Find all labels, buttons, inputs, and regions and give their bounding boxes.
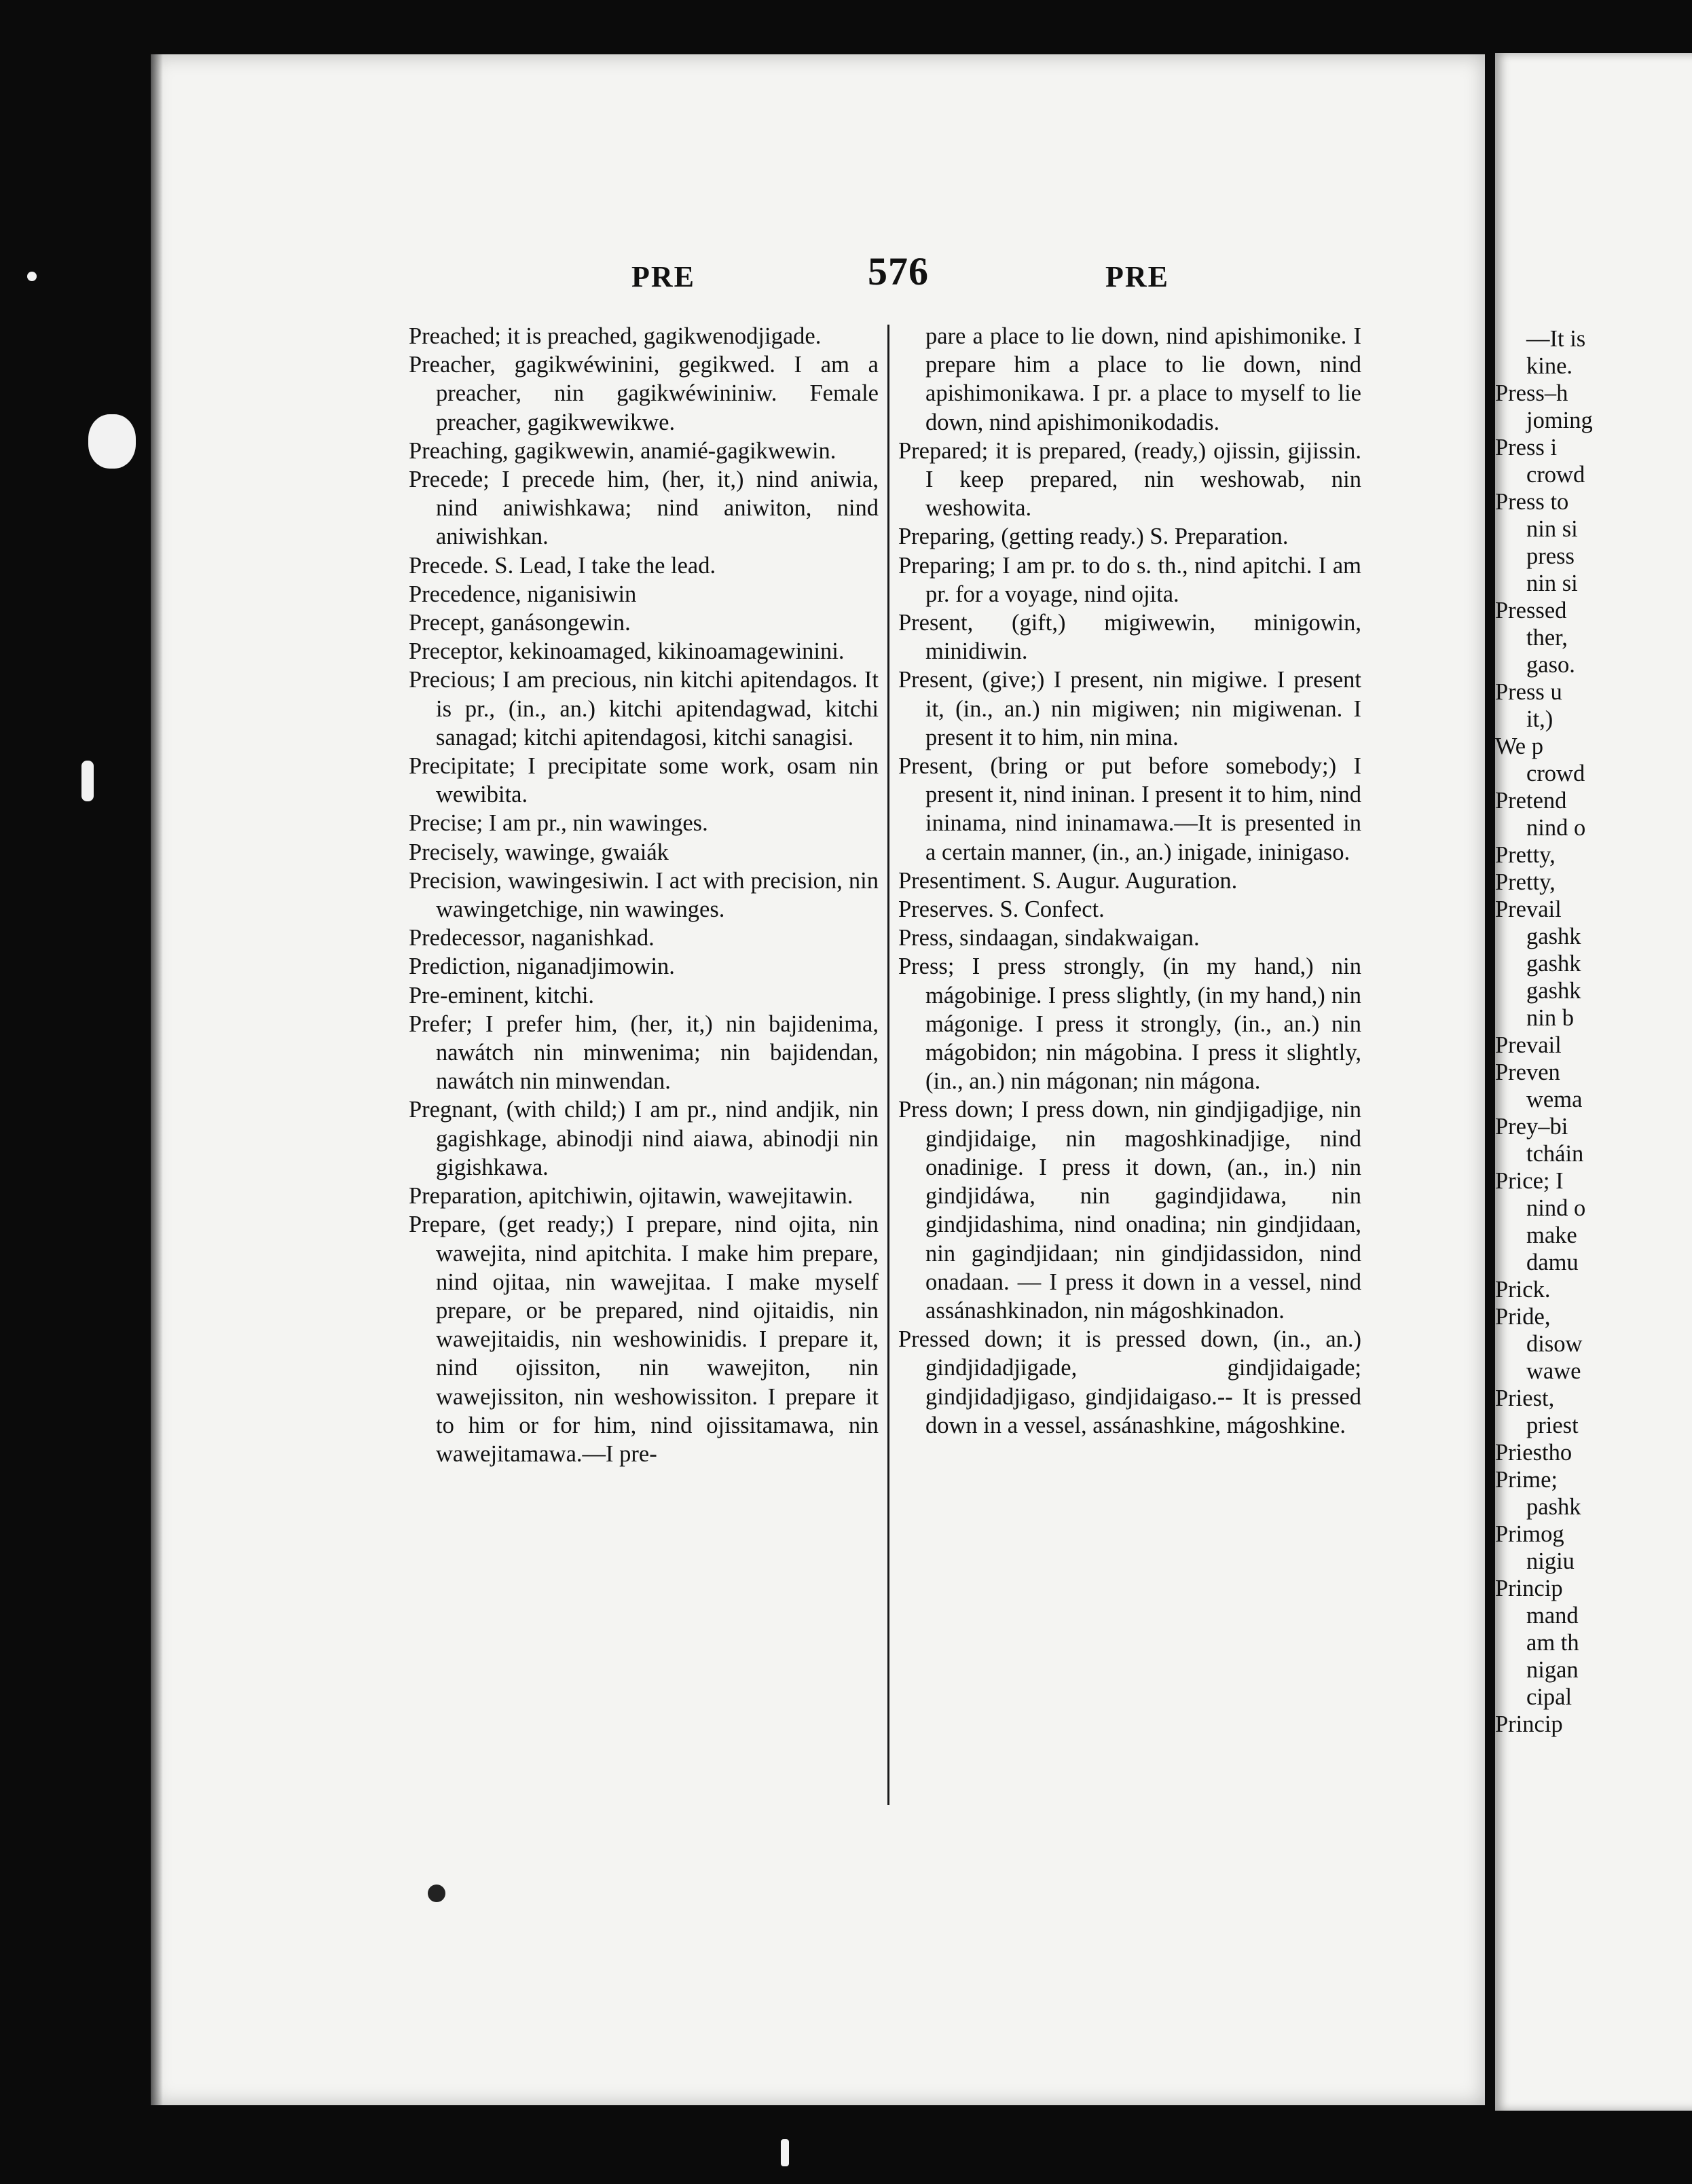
dictionary-entry: Preached; it is preached, gagikwenodjigade. (409, 323, 822, 349)
dictionary-entry: Press down; I press down, nin gindjigadjige, nin gindjidaige, nin magoshkinadjige, nind onadinige. I press it down, (an., in.) nin gindjidáwa, nin gagindjidawa, nin gindjidashima, nind onadina; nin gindjidaan, nin gagindjidaan; nin gindjidassidon, nind onadaan. — I press it down in a vessel, nind assánashkinadon, nin mágoshkinadon. (898, 1097, 1361, 1324)
adjacent-page-text: gashk (1526, 924, 1581, 949)
page-edge-shadow (151, 54, 163, 2105)
adjacent-page-text: ther, (1526, 625, 1568, 651)
adjacent-page-text: cipal (1526, 1684, 1573, 1710)
adjacent-page-text: Price; I (1495, 1168, 1564, 1194)
dictionary-entry: Precise; I am pr., nin wawinges. (409, 810, 708, 837)
adjacent-page-text: Press–h (1495, 380, 1568, 406)
adjacent-page-text: Princip (1495, 1576, 1563, 1601)
column-divider (887, 325, 889, 1805)
dictionary-entry: Preserves. S. Confect. (898, 896, 1105, 923)
dictionary-entry: Preceptor, kekinoamaged, kikinoamagewinini. (409, 638, 845, 665)
dictionary-entry: Precede; I precede him, (her, it,) nind aniwia, nind aniwishkawa; nind aniwiton, nind aniwishkan. (409, 467, 879, 550)
dictionary-entry: Pressed down; it is pressed down, (in., an.) gindjidadjigade, gindjidaigade; gindjidadjigaso, gindjidaigaso.-- It is pressed down in a vessel, assánashkine, mágoshkine. (898, 1326, 1361, 1438)
adjacent-page-text: —It is (1526, 326, 1586, 352)
adjacent-page-text: Priest, (1495, 1385, 1555, 1411)
dictionary-entry: Preaching, gagikwewin, anamié-gagikwewin. (409, 437, 836, 464)
dictionary-entry: Precede. S. Lead, I take the lead. (409, 552, 716, 579)
adjacent-page-text: pashk (1526, 1494, 1581, 1520)
adjacent-page-text: Priestho (1495, 1440, 1573, 1466)
adjacent-page-text: mand (1526, 1603, 1579, 1628)
dictionary-entry: Prefer; I prefer him, (her, it,) nin bajidenima, nawátch nin minwenima; nin bajidendan, nawátch nin minwendan. (409, 1011, 879, 1095)
dictionary-entry: Prepare, (get ready;) I prepare, nind ojita, nin wawejita, nind apitchita. I make him prepare, nind ojitaa, nin wawejitaa. I make myself prepare, or be prepared, nind ojitaidis, nin wawejitaidis, nin weshowinidis. I prepare it, nind ojissiton, nin wawejiton, nin wawejissiton, nin weshowissiton. I prepare it to him or for him, nind ojissitamawa, nin wawejitamawa.—I pre- (409, 1212, 879, 1467)
adjacent-page-text: Pretty, (1495, 869, 1556, 895)
adjacent-page-text: Prime; (1495, 1467, 1558, 1493)
adjacent-page-text: press (1526, 543, 1575, 569)
adjacent-page-text: Princip (1495, 1711, 1563, 1737)
adjacent-page-text: Prey–bi (1495, 1114, 1568, 1140)
adjacent-page-text: Pride, (1495, 1304, 1551, 1330)
adjacent-page-text: nigan (1526, 1657, 1579, 1683)
adjacent-page-text: Prevail (1495, 1032, 1562, 1058)
adjacent-page-text: Prevail (1495, 896, 1562, 922)
adjacent-page-text: kine. (1526, 353, 1573, 379)
adjacent-page-text: Pretend (1495, 788, 1567, 814)
running-head-left: PRE (631, 260, 695, 293)
dictionary-entry: Predecessor, naganishkad. (409, 925, 655, 951)
dictionary-entry: Pregnant, (with child;) I am pr., nind andjik, nin gagishkage, abinodji nind aiawa, abinodji nin gigishkawa. (409, 1097, 879, 1180)
adjacent-page-text: priest (1526, 1413, 1579, 1438)
dictionary-entry: Preparing, (getting ready.) S. Preparation. (898, 524, 1289, 550)
adjacent-page-text: gashk (1526, 951, 1581, 977)
adjacent-page-text: We p (1495, 733, 1543, 759)
dictionary-entry: pare a place to lie down, nind apishimonike. I prepare him a place to lie down, nind apishimonikawa. I pr. a place to myself to lie down, nind apishimonikodadis. (925, 323, 1361, 435)
adjacent-page-text: am th (1526, 1630, 1579, 1656)
adjacent-page-text: make (1526, 1222, 1577, 1248)
running-head-right: PRE (1105, 260, 1169, 293)
dictionary-entry: Precision, wawingesiwin. I act with precision, nin wawingetchige, nin wawinges. (409, 867, 879, 923)
dictionary-entry: Press; I press strongly, (in my hand,) nin mágobinige. I press slightly, (in my hand,) nin mágonige. I press it strongly, (in., an.) nin mágobidon; nin mágobina. I press it slightly, (in., an.) nin mágonan; nin mágona. (898, 953, 1361, 1095)
paper-speck (27, 272, 37, 281)
adjacent-page-text: crowd (1526, 761, 1585, 786)
dictionary-entry: Preacher, gagikwéwinini, gegikwed. I am a preacher, nin gagikwéwininiw. Female preacher, gagikwewikwe. (409, 352, 879, 435)
dictionary-entry: Prepared; it is prepared, (ready,) ojissin, gijissin. I keep prepared, nin weshowab, nin weshowita. (898, 437, 1361, 522)
ink-blot (428, 1885, 445, 1902)
adjacent-page-text: wawe (1526, 1358, 1581, 1384)
adjacent-page-text: Pressed (1495, 598, 1567, 623)
adjacent-page-text: Prick. (1495, 1277, 1551, 1303)
adjacent-page-text: crowd (1526, 462, 1585, 488)
paper-speck (88, 414, 136, 469)
adjacent-page-text: joming (1526, 407, 1593, 433)
paper-speck (81, 761, 94, 801)
dictionary-entry: Present, (gift,) migiwewin, minigowin, minidiwin. (898, 610, 1361, 665)
dictionary-entry: Press, sindaagan, sindakwaigan. (898, 925, 1200, 951)
adjacent-page-text: nind o (1526, 1195, 1586, 1221)
adjacent-page-text: Press u (1495, 679, 1562, 705)
dictionary-entry: Preparing; I am pr. to do s. th., nind apitchi. I am pr. for a voyage, nind ojita. (898, 552, 1361, 607)
adjacent-page-text: Press to (1495, 489, 1569, 515)
dictionary-entry: Present, (give;) I present, nin migiwe. I present it, (in., an.) nin migiwen; nin migiwenan. I present it to him, nin mina. (898, 667, 1361, 750)
adjacent-page-text: nind o (1526, 815, 1586, 841)
dictionary-entry: Precious; I am precious, nin kitchi apitendagos. It is pr., (in., an.) kitchi apitendagwad, kitchi sanagad; kitchi apitendagosi, kitchi sanagisi. (409, 667, 879, 750)
dictionary-entry: Presentiment. S. Augur. Auguration. (898, 867, 1238, 894)
adjacent-page-text: Pretty, (1495, 842, 1556, 868)
adjacent-page-text: nin si (1526, 516, 1578, 542)
dictionary-entry: Preparation, apitchiwin, ojitawin, wawejitawin. (409, 1183, 853, 1209)
paper-speck (781, 2139, 789, 2166)
adjacent-page-text: tcháin (1526, 1141, 1584, 1167)
dictionary-entry: Precept, ganásongewin. (409, 610, 631, 636)
dictionary-entry: Precisely, wawinge, gwaiák (409, 839, 669, 865)
dictionary-entry: Present, (bring or put before somebody;) I present it, nind ininan. I present it to him, nind ininama, nind ininamawa.—It is presented in a certain manner, (in., an.) inigade, ininigaso. (898, 753, 1361, 865)
adjacent-page-text: disow (1526, 1331, 1583, 1357)
adjacent-page-text: gashk (1526, 978, 1581, 1004)
left-column (409, 322, 879, 1468)
adjacent-page-fragment (1495, 53, 1692, 2111)
adjacent-page-text: nin b (1526, 1005, 1574, 1031)
right-column (898, 322, 1361, 1440)
adjacent-page-text: nigiu (1526, 1548, 1575, 1574)
adjacent-page-text: it,) (1526, 706, 1553, 732)
adjacent-page-text: Preven (1495, 1059, 1560, 1085)
adjacent-page-text: nin si (1526, 570, 1578, 596)
dictionary-entry: Precedence, niganisiwin (409, 581, 637, 607)
adjacent-page-text: gaso. (1526, 652, 1575, 678)
page-number: 576 (868, 249, 929, 293)
adjacent-page-text: Primog (1495, 1521, 1564, 1547)
dictionary-entry: Pre-eminent, kitchi. (409, 982, 595, 1008)
adjacent-page-text: damu (1526, 1250, 1579, 1275)
dictionary-entry: Precipitate; I precipitate some work, osam nin wewibita. (409, 753, 879, 808)
dictionary-entry: Prediction, niganadjimowin. (409, 953, 675, 980)
adjacent-page-text: Press i (1495, 435, 1558, 460)
adjacent-page-text: wema (1526, 1087, 1583, 1112)
